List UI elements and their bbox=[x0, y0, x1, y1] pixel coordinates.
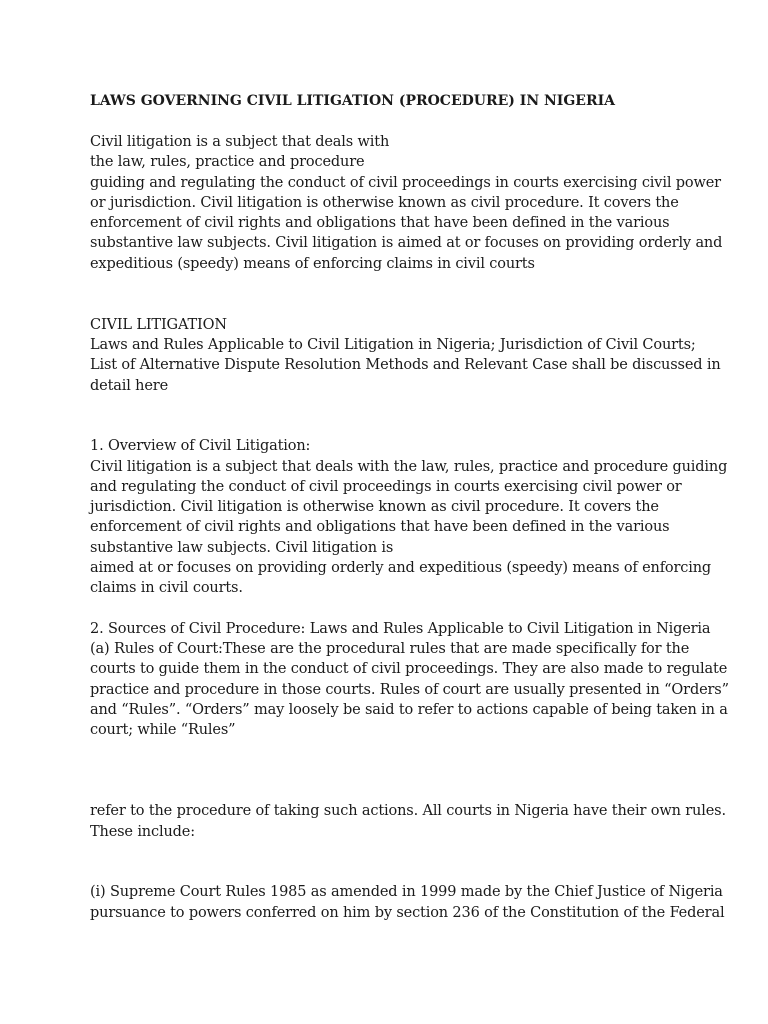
document-title: LAWS GOVERNING CIVIL LITIGATION (PROCEDURE) IN NIGERIA bbox=[90, 93, 616, 109]
civil-line-1: Laws and Rules Applicable to Civil Litigation in Nigeria; Jurisdiction of Civil Courts; bbox=[90, 337, 696, 353]
refer-line-2: These include: bbox=[90, 824, 195, 840]
sources-heading: 2. Sources of Civil Procedure: Laws and Rules Applicable to Civil Litigation in Nigeria bbox=[90, 621, 711, 637]
overview-line-3: jurisdiction. Civil litigation is otherwise known as civil procedure. It covers the bbox=[90, 499, 659, 515]
overview-line-1: Civil litigation is a subject that deals with the law, rules, practice and procedure guiding bbox=[90, 459, 728, 475]
refer-line-1: refer to the procedure of taking such actions. All courts in Nigeria have their own rules. bbox=[90, 803, 726, 819]
sources-line-5: court; while “Rules” bbox=[90, 722, 236, 738]
intro-line-3: guiding and regulating the conduct of civil proceedings in courts exercising civil power bbox=[90, 175, 721, 191]
intro-line-7: expeditious (speedy) means of enforcing claims in civil courts bbox=[90, 256, 535, 272]
overview-line-7: claims in civil courts. bbox=[90, 580, 243, 596]
overview-line-6: aimed at or focuses on providing orderly and expeditious (speedy) means of enforcing bbox=[90, 560, 712, 576]
supreme-line-2: pursuance to powers conferred on him by section 236 of the Constitution of the Federal bbox=[90, 905, 725, 921]
overview-heading: 1. Overview of Civil Litigation: bbox=[90, 438, 311, 454]
civil-line-2: List of Alternative Dispute Resolution Methods and Relevant Case shall be discussed in bbox=[90, 357, 721, 373]
intro-line-5: enforcement of civil rights and obligations that have been defined in the various bbox=[90, 215, 670, 231]
overview-line-2: and regulating the conduct of civil proceedings in courts exercising civil power or bbox=[90, 479, 682, 495]
sources-line-3: practice and procedure in those courts. Rules of court are usually presented in “Orders” bbox=[90, 682, 729, 698]
overview-line-5: substantive law subjects. Civil litigation is bbox=[90, 540, 394, 556]
civil-line-3: detail here bbox=[90, 378, 169, 394]
sources-line-1: (a) Rules of Court:These are the procedural rules that are made specifically for the bbox=[90, 641, 690, 657]
sources-line-2: courts to guide them in the conduct of civil proceedings. They are also made to regulate bbox=[90, 661, 728, 677]
sources-line-4: and “Rules”. “Orders” may loosely be said to refer to actions capable of being taken in a bbox=[90, 702, 728, 718]
intro-line-2: the law, rules, practice and procedure bbox=[90, 154, 365, 170]
intro-line-1: Civil litigation is a subject that deals with bbox=[90, 134, 390, 150]
overview-line-4: enforcement of civil rights and obligations that have been defined in the various bbox=[90, 519, 670, 535]
intro-line-4: or jurisdiction. Civil litigation is otherwise known as civil procedure. It covers the bbox=[90, 195, 679, 211]
supreme-line-1: (i) Supreme Court Rules 1985 as amended in 1999 made by the Chief Justice of Nigeria bbox=[90, 884, 723, 900]
intro-line-6: substantive law subjects. Civil litigation is aimed at or focuses on providing orderly and bbox=[90, 235, 723, 251]
civil-litigation-heading: CIVIL LITIGATION bbox=[90, 317, 227, 333]
